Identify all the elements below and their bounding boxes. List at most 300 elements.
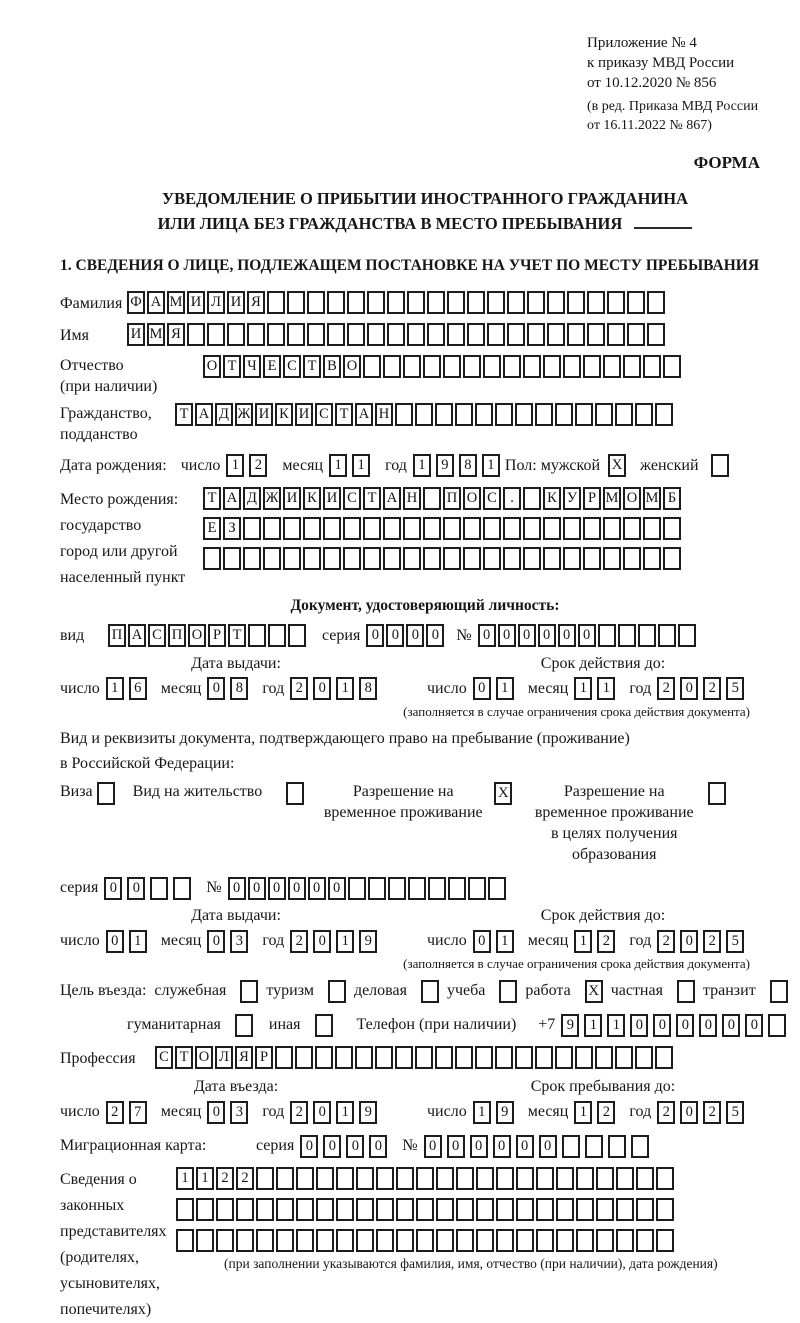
- char-cell[interactable]: [536, 1198, 554, 1221]
- char-cell[interactable]: Ж: [235, 403, 253, 426]
- char-cell[interactable]: [643, 517, 661, 540]
- char-cell[interactable]: [467, 323, 485, 346]
- char-cell[interactable]: [416, 1229, 434, 1252]
- char-cell[interactable]: О: [623, 487, 641, 510]
- char-cell[interactable]: [407, 323, 425, 346]
- char-cell[interactable]: 8: [359, 677, 377, 700]
- char-cell[interactable]: [768, 1014, 786, 1037]
- char-cell[interactable]: [376, 1167, 394, 1190]
- char-cell[interactable]: Л: [215, 1046, 233, 1069]
- char-cell[interactable]: Т: [223, 355, 241, 378]
- char-cell[interactable]: С: [283, 355, 301, 378]
- char-cell[interactable]: 5: [726, 1101, 744, 1124]
- char-cell[interactable]: 0: [630, 1014, 648, 1037]
- char-cell[interactable]: [556, 1198, 574, 1221]
- char-cell[interactable]: [263, 517, 281, 540]
- char-cell[interactable]: [635, 403, 653, 426]
- char-cell[interactable]: З: [223, 517, 241, 540]
- char-cell[interactable]: 0: [406, 624, 424, 647]
- char-cell[interactable]: [336, 1229, 354, 1252]
- char-cell[interactable]: 2: [290, 930, 308, 953]
- char-cell[interactable]: [583, 517, 601, 540]
- char-cell[interactable]: [356, 1167, 374, 1190]
- char-cell[interactable]: 2: [657, 677, 675, 700]
- char-cell[interactable]: С: [315, 403, 333, 426]
- char-cell[interactable]: 7: [129, 1101, 147, 1124]
- char-cell[interactable]: [196, 1229, 214, 1252]
- char-cell[interactable]: 1: [574, 1101, 592, 1124]
- char-cell[interactable]: [347, 323, 365, 346]
- char-cell[interactable]: [663, 547, 681, 570]
- char-cell[interactable]: 1: [413, 454, 431, 477]
- char-cell[interactable]: 3: [230, 930, 248, 953]
- char-cell[interactable]: 9: [436, 454, 454, 477]
- char-cell[interactable]: [436, 1167, 454, 1190]
- char-cell[interactable]: [407, 291, 425, 314]
- char-cell[interactable]: А: [195, 403, 213, 426]
- char-cell[interactable]: [455, 403, 473, 426]
- char-cell[interactable]: [656, 1198, 674, 1221]
- char-cell[interactable]: 0: [473, 930, 491, 953]
- char-cell[interactable]: М: [603, 487, 621, 510]
- char-cell[interactable]: 0: [207, 930, 225, 953]
- char-cell[interactable]: [655, 1046, 673, 1069]
- residence-permit-checkbox[interactable]: [286, 782, 304, 805]
- char-cell[interactable]: [455, 1046, 473, 1069]
- char-cell[interactable]: [543, 547, 561, 570]
- char-cell[interactable]: [296, 1167, 314, 1190]
- char-cell[interactable]: 1: [129, 930, 147, 953]
- char-cell[interactable]: 0: [288, 877, 306, 900]
- char-cell[interactable]: 0: [268, 877, 286, 900]
- char-cell[interactable]: [631, 1135, 649, 1158]
- char-cell[interactable]: [567, 323, 585, 346]
- char-cell[interactable]: [587, 323, 605, 346]
- char-cell[interactable]: [483, 547, 501, 570]
- char-cell[interactable]: О: [463, 487, 481, 510]
- char-cell[interactable]: [623, 355, 641, 378]
- char-cell[interactable]: [496, 1229, 514, 1252]
- char-cell[interactable]: [287, 291, 305, 314]
- char-cell[interactable]: [456, 1229, 474, 1252]
- char-cell[interactable]: [615, 1046, 633, 1069]
- char-cell[interactable]: [427, 323, 445, 346]
- char-cell[interactable]: [596, 1229, 614, 1252]
- char-cell[interactable]: [288, 624, 306, 647]
- char-cell[interactable]: 2: [290, 1101, 308, 1124]
- char-cell[interactable]: [435, 403, 453, 426]
- char-cell[interactable]: 1: [226, 454, 244, 477]
- char-cell[interactable]: 1: [496, 930, 514, 953]
- char-cell[interactable]: Т: [175, 403, 193, 426]
- char-cell[interactable]: [487, 323, 505, 346]
- char-cell[interactable]: [207, 323, 225, 346]
- char-cell[interactable]: А: [128, 624, 146, 647]
- char-cell[interactable]: [216, 1198, 234, 1221]
- char-cell[interactable]: 0: [424, 1135, 442, 1158]
- char-cell[interactable]: [307, 323, 325, 346]
- purpose-transit-checkbox[interactable]: [770, 980, 788, 1003]
- char-cell[interactable]: О: [195, 1046, 213, 1069]
- char-cell[interactable]: [636, 1229, 654, 1252]
- char-cell[interactable]: Е: [203, 517, 221, 540]
- char-cell[interactable]: [387, 323, 405, 346]
- char-cell[interactable]: [468, 877, 486, 900]
- char-cell[interactable]: [343, 517, 361, 540]
- char-cell[interactable]: Ф: [127, 291, 145, 314]
- char-cell[interactable]: [475, 1046, 493, 1069]
- char-cell[interactable]: 2: [597, 930, 615, 953]
- char-cell[interactable]: 2: [597, 1101, 615, 1124]
- char-cell[interactable]: [383, 517, 401, 540]
- char-cell[interactable]: [296, 1198, 314, 1221]
- char-cell[interactable]: [476, 1229, 494, 1252]
- char-cell[interactable]: [336, 1198, 354, 1221]
- char-cell[interactable]: Т: [228, 624, 246, 647]
- char-cell[interactable]: [367, 291, 385, 314]
- char-cell[interactable]: [535, 403, 553, 426]
- char-cell[interactable]: 1: [473, 1101, 491, 1124]
- char-cell[interactable]: 5: [726, 930, 744, 953]
- char-cell[interactable]: [516, 1198, 534, 1221]
- char-cell[interactable]: [515, 1046, 533, 1069]
- char-cell[interactable]: 2: [106, 1101, 124, 1124]
- char-cell[interactable]: [173, 877, 191, 900]
- char-cell[interactable]: 1: [597, 677, 615, 700]
- char-cell[interactable]: 0: [680, 930, 698, 953]
- char-cell[interactable]: [267, 291, 285, 314]
- char-cell[interactable]: 0: [300, 1135, 318, 1158]
- char-cell[interactable]: [303, 517, 321, 540]
- char-cell[interactable]: [276, 1229, 294, 1252]
- char-cell[interactable]: [603, 517, 621, 540]
- char-cell[interactable]: [603, 547, 621, 570]
- char-cell[interactable]: 0: [539, 1135, 557, 1158]
- purpose-tourism-checkbox[interactable]: [328, 980, 346, 1003]
- char-cell[interactable]: О: [188, 624, 206, 647]
- char-cell[interactable]: 1: [496, 677, 514, 700]
- char-cell[interactable]: 0: [323, 1135, 341, 1158]
- char-cell[interactable]: С: [155, 1046, 173, 1069]
- char-cell[interactable]: 0: [369, 1135, 387, 1158]
- char-cell[interactable]: 2: [657, 1101, 675, 1124]
- char-cell[interactable]: Я: [247, 291, 265, 314]
- char-cell[interactable]: [356, 1229, 374, 1252]
- char-cell[interactable]: [463, 547, 481, 570]
- char-cell[interactable]: 0: [699, 1014, 717, 1037]
- char-cell[interactable]: И: [323, 487, 341, 510]
- char-cell[interactable]: М: [643, 487, 661, 510]
- char-cell[interactable]: [267, 323, 285, 346]
- char-cell[interactable]: [423, 487, 441, 510]
- char-cell[interactable]: [496, 1167, 514, 1190]
- char-cell[interactable]: [355, 1046, 373, 1069]
- char-cell[interactable]: [248, 624, 266, 647]
- char-cell[interactable]: [638, 624, 656, 647]
- char-cell[interactable]: Б: [663, 487, 681, 510]
- char-cell[interactable]: [236, 1229, 254, 1252]
- char-cell[interactable]: [256, 1229, 274, 1252]
- char-cell[interactable]: 0: [228, 877, 246, 900]
- char-cell[interactable]: [555, 1046, 573, 1069]
- char-cell[interactable]: [395, 403, 413, 426]
- char-cell[interactable]: [515, 403, 533, 426]
- char-cell[interactable]: [327, 291, 345, 314]
- char-cell[interactable]: [576, 1167, 594, 1190]
- char-cell[interactable]: [307, 291, 325, 314]
- char-cell[interactable]: [247, 323, 265, 346]
- char-cell[interactable]: [496, 1198, 514, 1221]
- char-cell[interactable]: [227, 323, 245, 346]
- char-cell[interactable]: [523, 517, 541, 540]
- char-cell[interactable]: [443, 547, 461, 570]
- char-cell[interactable]: [396, 1167, 414, 1190]
- char-cell[interactable]: [216, 1229, 234, 1252]
- char-cell[interactable]: [263, 547, 281, 570]
- char-cell[interactable]: 2: [236, 1167, 254, 1190]
- char-cell[interactable]: К: [543, 487, 561, 510]
- char-cell[interactable]: 0: [680, 1101, 698, 1124]
- char-cell[interactable]: [635, 1046, 653, 1069]
- char-cell[interactable]: 0: [478, 624, 496, 647]
- char-cell[interactable]: 1: [336, 677, 354, 700]
- char-cell[interactable]: 0: [578, 624, 596, 647]
- char-cell[interactable]: 1: [336, 930, 354, 953]
- char-cell[interactable]: [678, 624, 696, 647]
- char-cell[interactable]: Ч: [243, 355, 261, 378]
- char-cell[interactable]: [587, 291, 605, 314]
- char-cell[interactable]: [576, 1198, 594, 1221]
- char-cell[interactable]: 0: [745, 1014, 763, 1037]
- char-cell[interactable]: [243, 547, 261, 570]
- char-cell[interactable]: [315, 1046, 333, 1069]
- char-cell[interactable]: [536, 1229, 554, 1252]
- char-cell[interactable]: [535, 1046, 553, 1069]
- char-cell[interactable]: [507, 323, 525, 346]
- char-cell[interactable]: [567, 291, 585, 314]
- char-cell[interactable]: 0: [426, 624, 444, 647]
- char-cell[interactable]: Д: [215, 403, 233, 426]
- char-cell[interactable]: [543, 355, 561, 378]
- char-cell[interactable]: К: [303, 487, 321, 510]
- char-cell[interactable]: [388, 877, 406, 900]
- char-cell[interactable]: [415, 1046, 433, 1069]
- char-cell[interactable]: И: [283, 487, 301, 510]
- char-cell[interactable]: [423, 517, 441, 540]
- char-cell[interactable]: [375, 1046, 393, 1069]
- sex-female-checkbox[interactable]: [711, 454, 729, 477]
- char-cell[interactable]: 1: [574, 930, 592, 953]
- char-cell[interactable]: [256, 1167, 274, 1190]
- char-cell[interactable]: 2: [703, 930, 721, 953]
- char-cell[interactable]: [383, 355, 401, 378]
- char-cell[interactable]: М: [147, 323, 165, 346]
- char-cell[interactable]: 0: [106, 930, 124, 953]
- char-cell[interactable]: 8: [459, 454, 477, 477]
- char-cell[interactable]: 0: [386, 624, 404, 647]
- char-cell[interactable]: [203, 547, 221, 570]
- char-cell[interactable]: [598, 624, 616, 647]
- char-cell[interactable]: 9: [496, 1101, 514, 1124]
- char-cell[interactable]: [150, 877, 168, 900]
- char-cell[interactable]: 2: [216, 1167, 234, 1190]
- char-cell[interactable]: Ж: [263, 487, 281, 510]
- char-cell[interactable]: И: [127, 323, 145, 346]
- char-cell[interactable]: 0: [346, 1135, 364, 1158]
- char-cell[interactable]: [555, 403, 573, 426]
- temp-residence-edu-checkbox[interactable]: [708, 782, 726, 805]
- char-cell[interactable]: [655, 403, 673, 426]
- char-cell[interactable]: [276, 1167, 294, 1190]
- char-cell[interactable]: [615, 403, 633, 426]
- char-cell[interactable]: [583, 547, 601, 570]
- char-cell[interactable]: [243, 517, 261, 540]
- char-cell[interactable]: [396, 1198, 414, 1221]
- char-cell[interactable]: [607, 291, 625, 314]
- char-cell[interactable]: 0: [558, 624, 576, 647]
- char-cell[interactable]: [595, 403, 613, 426]
- char-cell[interactable]: [483, 517, 501, 540]
- char-cell[interactable]: И: [255, 403, 273, 426]
- char-cell[interactable]: [403, 355, 421, 378]
- char-cell[interactable]: 9: [359, 1101, 377, 1124]
- char-cell[interactable]: 0: [680, 677, 698, 700]
- char-cell[interactable]: [376, 1198, 394, 1221]
- char-cell[interactable]: [636, 1167, 654, 1190]
- char-cell[interactable]: [323, 547, 341, 570]
- char-cell[interactable]: Т: [335, 403, 353, 426]
- char-cell[interactable]: [607, 323, 625, 346]
- char-cell[interactable]: [463, 355, 481, 378]
- char-cell[interactable]: П: [108, 624, 126, 647]
- char-cell[interactable]: [347, 291, 365, 314]
- char-cell[interactable]: [295, 1046, 313, 1069]
- char-cell[interactable]: О: [203, 355, 221, 378]
- char-cell[interactable]: [363, 547, 381, 570]
- char-cell[interactable]: [336, 1167, 354, 1190]
- char-cell[interactable]: [223, 547, 241, 570]
- char-cell[interactable]: А: [223, 487, 241, 510]
- char-cell[interactable]: [618, 624, 636, 647]
- char-cell[interactable]: [435, 1046, 453, 1069]
- char-cell[interactable]: [436, 1198, 454, 1221]
- char-cell[interactable]: 0: [722, 1014, 740, 1037]
- char-cell[interactable]: [556, 1229, 574, 1252]
- char-cell[interactable]: [527, 323, 545, 346]
- char-cell[interactable]: 0: [308, 877, 326, 900]
- char-cell[interactable]: С: [483, 487, 501, 510]
- char-cell[interactable]: П: [443, 487, 461, 510]
- char-cell[interactable]: И: [187, 291, 205, 314]
- char-cell[interactable]: .: [503, 487, 521, 510]
- char-cell[interactable]: Д: [243, 487, 261, 510]
- char-cell[interactable]: [636, 1198, 654, 1221]
- char-cell[interactable]: [547, 291, 565, 314]
- char-cell[interactable]: [616, 1229, 634, 1252]
- char-cell[interactable]: 0: [127, 877, 145, 900]
- char-cell[interactable]: [316, 1198, 334, 1221]
- char-cell[interactable]: М: [167, 291, 185, 314]
- char-cell[interactable]: 1: [584, 1014, 602, 1037]
- char-cell[interactable]: [423, 547, 441, 570]
- char-cell[interactable]: [488, 877, 506, 900]
- char-cell[interactable]: [283, 517, 301, 540]
- char-cell[interactable]: 1: [336, 1101, 354, 1124]
- char-cell[interactable]: Р: [583, 487, 601, 510]
- char-cell[interactable]: 8: [230, 677, 248, 700]
- char-cell[interactable]: [335, 1046, 353, 1069]
- char-cell[interactable]: [176, 1229, 194, 1252]
- char-cell[interactable]: 2: [249, 454, 267, 477]
- char-cell[interactable]: 0: [518, 624, 536, 647]
- purpose-study-checkbox[interactable]: [499, 980, 517, 1003]
- char-cell[interactable]: [576, 1229, 594, 1252]
- char-cell[interactable]: [196, 1198, 214, 1221]
- char-cell[interactable]: [383, 547, 401, 570]
- char-cell[interactable]: [447, 291, 465, 314]
- char-cell[interactable]: [256, 1198, 274, 1221]
- char-cell[interactable]: [356, 1198, 374, 1221]
- char-cell[interactable]: 1: [329, 454, 347, 477]
- char-cell[interactable]: [415, 403, 433, 426]
- char-cell[interactable]: [408, 877, 426, 900]
- char-cell[interactable]: [416, 1167, 434, 1190]
- char-cell[interactable]: [343, 547, 361, 570]
- char-cell[interactable]: 0: [473, 677, 491, 700]
- char-cell[interactable]: [643, 547, 661, 570]
- char-cell[interactable]: А: [147, 291, 165, 314]
- char-cell[interactable]: [443, 355, 461, 378]
- char-cell[interactable]: [348, 877, 366, 900]
- char-cell[interactable]: [423, 355, 441, 378]
- purpose-other-checkbox[interactable]: [315, 1014, 333, 1037]
- char-cell[interactable]: [523, 355, 541, 378]
- char-cell[interactable]: 0: [104, 877, 122, 900]
- char-cell[interactable]: 0: [516, 1135, 534, 1158]
- char-cell[interactable]: [268, 624, 286, 647]
- char-cell[interactable]: [296, 1229, 314, 1252]
- char-cell[interactable]: 0: [538, 624, 556, 647]
- char-cell[interactable]: [283, 547, 301, 570]
- char-cell[interactable]: 0: [313, 1101, 331, 1124]
- char-cell[interactable]: [323, 517, 341, 540]
- char-cell[interactable]: У: [563, 487, 581, 510]
- char-cell[interactable]: [395, 1046, 413, 1069]
- char-cell[interactable]: [663, 355, 681, 378]
- char-cell[interactable]: [563, 547, 581, 570]
- char-cell[interactable]: [575, 403, 593, 426]
- char-cell[interactable]: [447, 323, 465, 346]
- char-cell[interactable]: [627, 323, 645, 346]
- char-cell[interactable]: Е: [263, 355, 281, 378]
- char-cell[interactable]: [563, 355, 581, 378]
- visa-checkbox[interactable]: [97, 782, 115, 805]
- char-cell[interactable]: [596, 1198, 614, 1221]
- char-cell[interactable]: [475, 403, 493, 426]
- purpose-humanitarian-checkbox[interactable]: [235, 1014, 253, 1037]
- char-cell[interactable]: [387, 291, 405, 314]
- char-cell[interactable]: [523, 487, 541, 510]
- char-cell[interactable]: 1: [482, 454, 500, 477]
- char-cell[interactable]: [467, 291, 485, 314]
- char-cell[interactable]: [608, 1135, 626, 1158]
- char-cell[interactable]: 1: [607, 1014, 625, 1037]
- char-cell[interactable]: К: [275, 403, 293, 426]
- char-cell[interactable]: [663, 517, 681, 540]
- sex-male-checkbox[interactable]: X: [608, 454, 626, 477]
- char-cell[interactable]: [443, 517, 461, 540]
- char-cell[interactable]: [495, 1046, 513, 1069]
